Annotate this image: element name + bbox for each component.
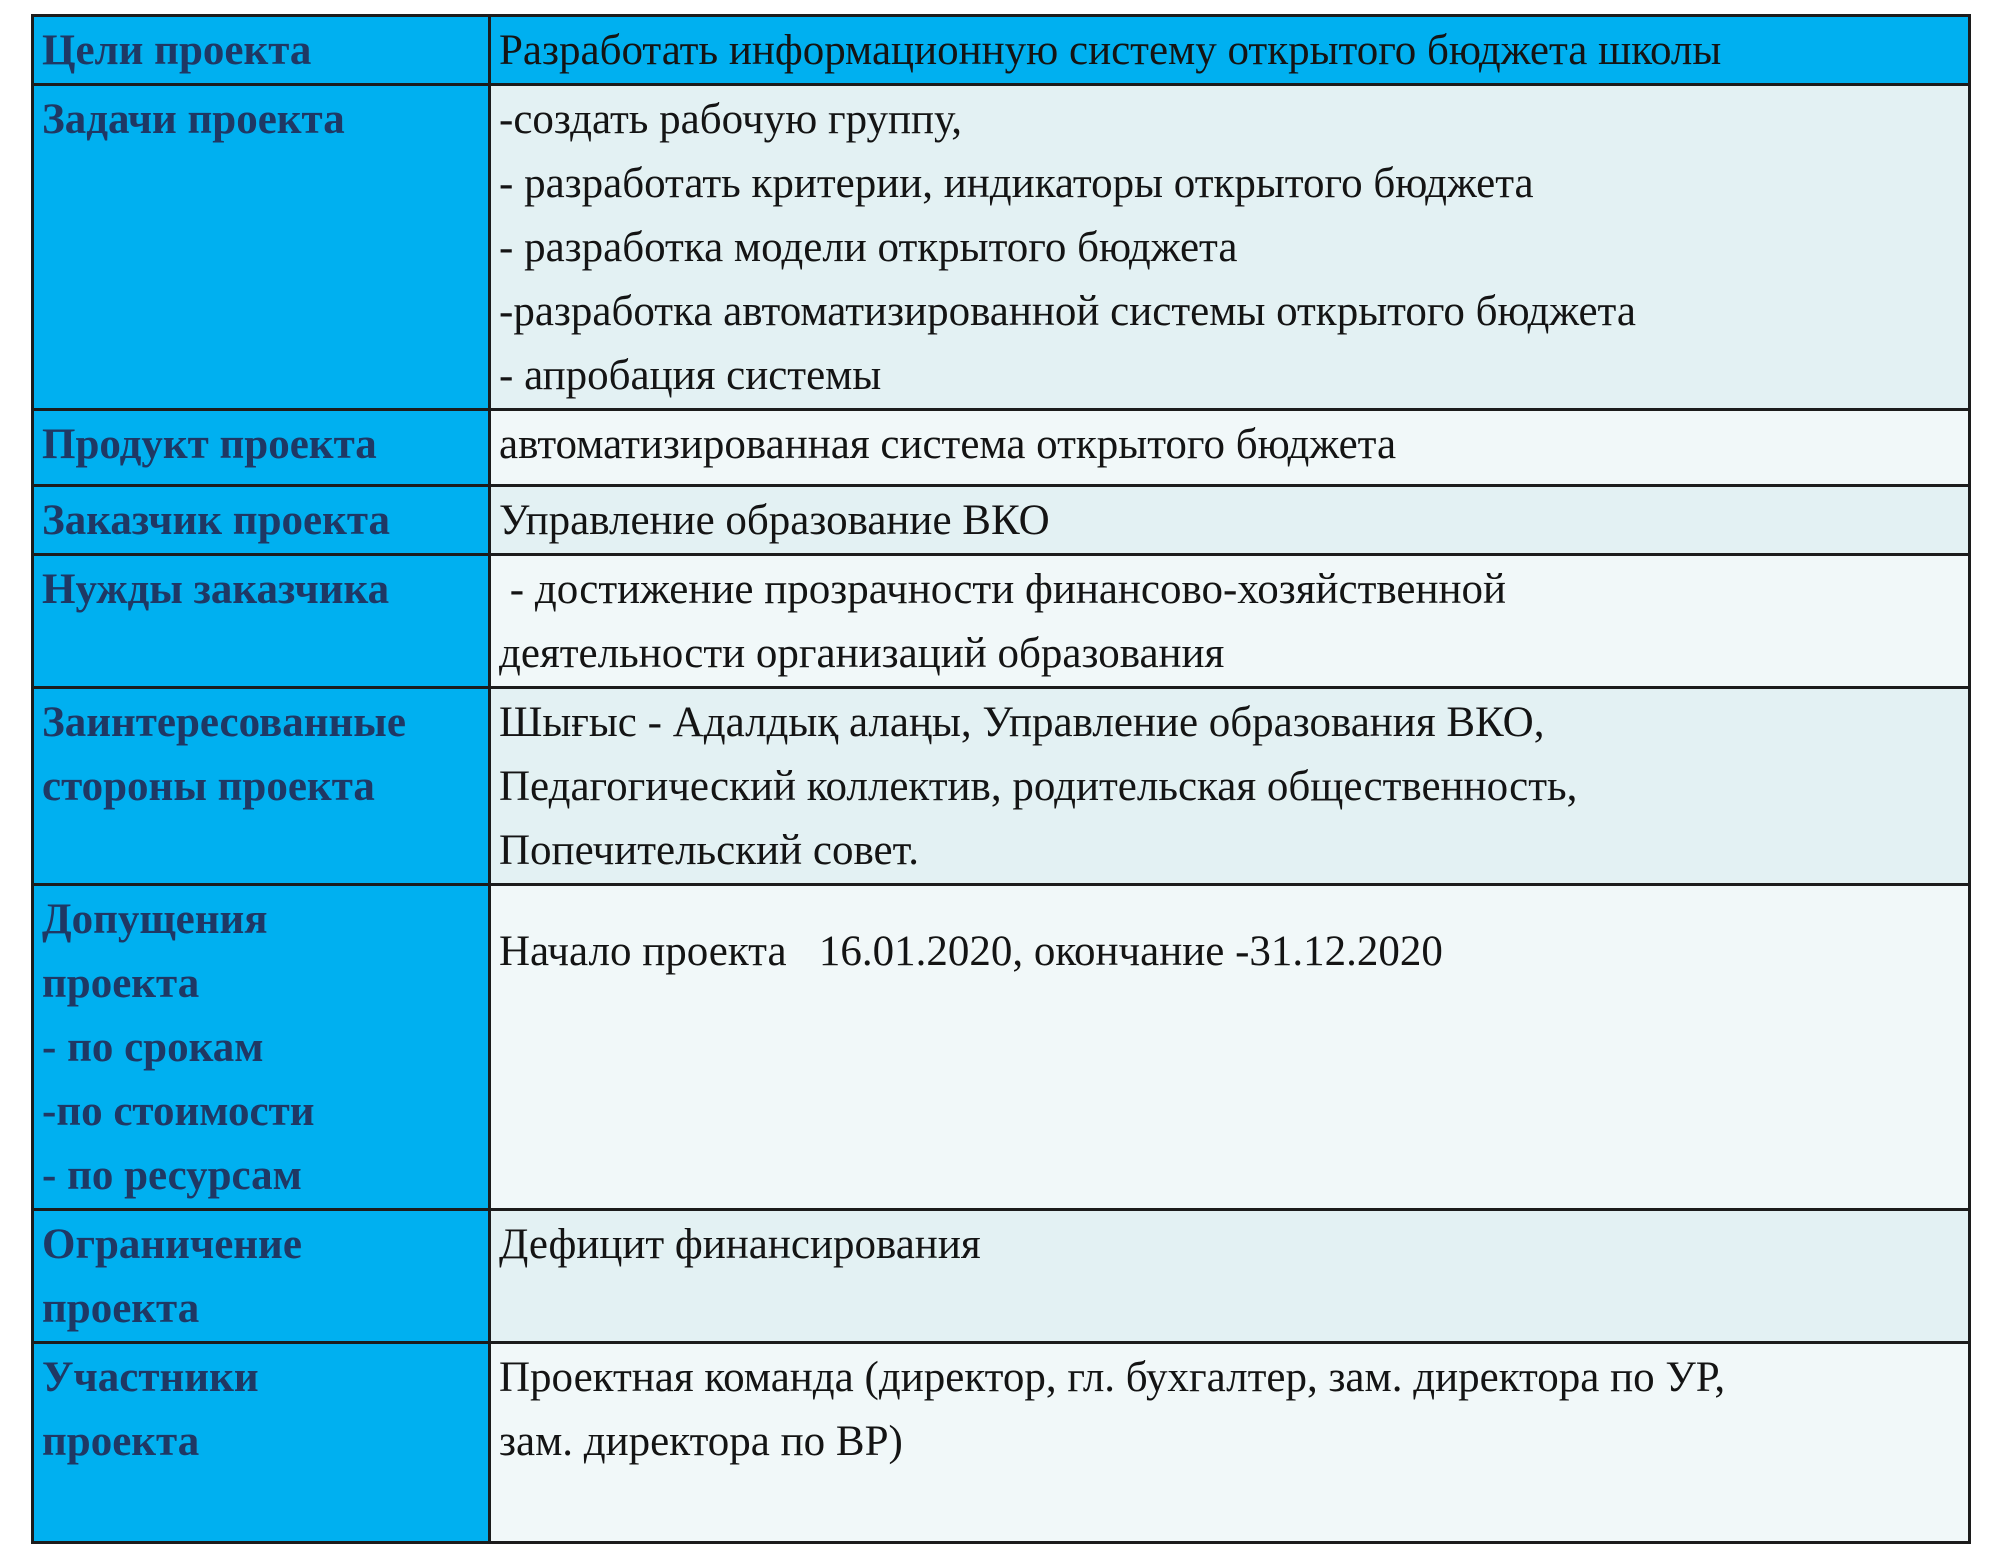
project-charter-table [31,14,1971,1544]
value-text: - апробация системы [499,352,882,399]
label-cell-customer [33,486,490,555]
label-text: Допущения [42,896,268,943]
table-row-constraints [33,1210,1970,1343]
value-text: - достижение прозрачности финансово-хозяйственной [499,566,1507,613]
table-row-goals [33,16,1970,85]
value-text: деятельности организаций образования [499,630,1225,677]
label-text: стороны проекта [42,763,375,810]
value-text: - разработать критерии, индикаторы открытого бюджета [499,160,1534,207]
value-cell-product [490,410,1970,486]
value-text: автоматизированная система открытого бюджета [499,421,1397,468]
value-text: Шығыс - Адалдық алаңы, Управление образования ВКО, [499,699,1545,746]
label-text: Продукт проекта [42,421,377,468]
table-row-stakeholders [33,688,1970,885]
value-cell-customer [490,486,1970,555]
value-text: - разработка модели открытого бюджета [499,224,1238,271]
value-cell-constraints [490,1210,1970,1343]
table-row-product [33,410,1970,486]
value-cell-needs [490,555,1970,688]
value-text: Дефицит финансирования [499,1221,981,1268]
label-cell-constraints [33,1210,490,1343]
table-row-needs [33,555,1970,688]
label-text: - по ресурсам [42,1152,302,1199]
label-text: проекта [42,1418,200,1465]
value-text: Управление образование ВКО [499,497,1050,544]
label-text: -по стоимости [42,1088,315,1135]
value-cell-goals [490,16,1970,85]
table-row-assumptions [33,885,1970,1210]
value-cell-assumptions [490,885,1970,1210]
value-cell-stakeholders [490,688,1970,885]
label-text: Ограничение [42,1221,302,1268]
value-text: Начало проекта 16.01.2020, окончание -31.12.2020 [499,928,1443,975]
label-text: Заинтересованные [42,699,406,746]
label-text: Нужды заказчика [42,566,390,613]
label-cell-assumptions [33,885,490,1210]
label-text: Участники [42,1354,259,1401]
label-text: Задачи проекта [42,96,345,143]
value-text: Проектная команда (директор, гл. бухгалтер, зам. директора по УР, [499,1354,1726,1401]
value-text: зам. директора по ВР) [499,1418,903,1465]
table-row-customer [33,486,1970,555]
label-cell-needs [33,555,490,688]
label-text: - по срокам [42,1024,264,1071]
label-cell-product [33,410,490,486]
value-cell-tasks [490,85,1970,410]
value-text: -создать рабочую группу, [499,96,963,143]
table-row-participants [33,1343,1970,1543]
label-text: проекта [42,1285,200,1332]
value-text: -разработка автоматизированной системы открытого бюджета [499,288,1636,335]
label-text: Цели проекта [42,27,312,74]
label-cell-tasks [33,85,490,410]
label-cell-goals [33,16,490,85]
label-text: проекта [42,960,200,1007]
label-cell-participants [33,1343,490,1543]
label-text: Заказчик проекта [42,497,390,544]
value-text: Попечительский совет. [499,827,919,874]
value-text: Разработать информационную систему открытого бюджета школы [499,27,1722,74]
label-cell-stakeholders [33,688,490,885]
value-cell-participants [490,1343,1970,1543]
value-text: Педагогический коллектив, родительская общественность, [499,763,1578,810]
table-row-tasks [33,85,1970,410]
